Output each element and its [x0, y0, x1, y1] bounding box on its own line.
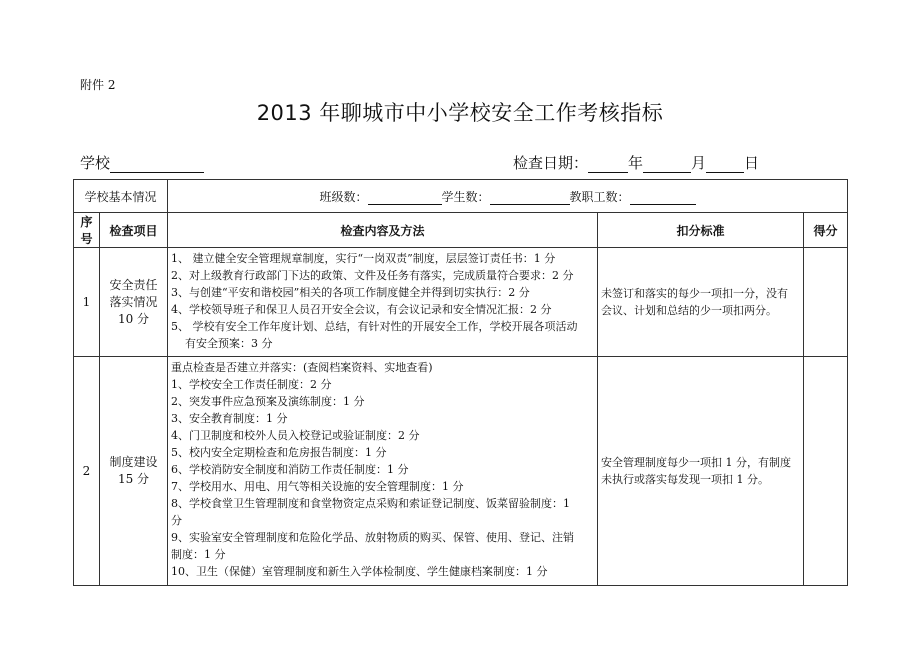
- content-line: 有安全预案：3 分: [171, 337, 273, 350]
- content-line: 重点检查是否建立并落实：(查阅档案资料、实地查看): [171, 361, 433, 374]
- item-line: 安全责任: [109, 277, 158, 292]
- col-header-criteria: 扣分标准: [598, 213, 804, 248]
- staff-blank[interactable]: [630, 192, 696, 205]
- assessment-table: [73, 179, 848, 586]
- row-content: [168, 248, 598, 357]
- month-blank[interactable]: [643, 158, 691, 173]
- content-line: 8、学校食堂卫生管理制度和食堂物资定点采购和索证登记制度、饭菜留验制度：1: [171, 497, 571, 510]
- date-label: 检查日期：: [513, 154, 589, 172]
- col-header-content: 检查内容及方法: [168, 213, 598, 248]
- classes-label: 班级数：: [319, 189, 368, 204]
- content-line: 分: [171, 514, 183, 527]
- page-title: 2013 年聊城市中小学校安全工作考核指标: [256, 101, 664, 125]
- content-line: 2、对上级教育行政部门下达的政策、文件及任务有落实，完成质量符合要求：2 分: [171, 269, 574, 282]
- content-line: 4、学校领导班子和保卫人员召开安全会议，有会议记录和安全情况汇报：2 分: [171, 303, 552, 316]
- basic-info-fields: [168, 180, 848, 213]
- content-line: 5、校内安全定期检查和危房报告制度：1 分: [171, 446, 387, 459]
- row-criteria: [598, 357, 804, 586]
- staff-label: 教职工数：: [569, 189, 630, 204]
- content-line: 10、卫生（保健）室管理制度和新生入学体检制度、学生健康档案制度：1 分: [171, 565, 548, 578]
- item-line: 制度建设: [109, 455, 158, 469]
- row-item: [100, 248, 168, 357]
- students-blank[interactable]: [490, 192, 570, 205]
- criteria-line: 安全管理制度每少一项扣 1 分，有制度: [601, 456, 792, 469]
- table-row: [74, 357, 848, 586]
- year-label: 年: [628, 154, 644, 172]
- content-line: 4、门卫制度和校外人员入校登记或验证制度：2 分: [171, 429, 420, 442]
- row-score[interactable]: [804, 248, 848, 357]
- content-line: 5、 学校有安全工作年度计划、总结，有针对性的开展安全工作，学校开展各项活动: [171, 320, 578, 333]
- school-line: [80, 152, 204, 173]
- row-seq: 2: [74, 357, 100, 586]
- row-item: [100, 357, 168, 586]
- table-header-row: [74, 213, 848, 248]
- criteria-line: 未执行或落实每发现一项扣 1 分。: [601, 473, 770, 486]
- item-line: 15 分: [117, 472, 150, 486]
- date-line: [513, 152, 759, 173]
- col-header-item: 检查项目: [100, 213, 168, 248]
- school-label: 学校: [80, 154, 111, 172]
- col-header-score: 得分: [804, 213, 848, 248]
- content-line: 制度：1 分: [171, 548, 226, 561]
- content-line: 3、与创建“平安和谐校园”相关的各项工作制度健全并得到切实执行：2 分: [171, 286, 530, 299]
- criteria-line: 会议、计划和总结的少一项扣两分。: [601, 304, 778, 317]
- day-label: 日: [744, 154, 760, 172]
- row-score[interactable]: [804, 357, 848, 586]
- row-seq: 1: [74, 248, 100, 357]
- row-content: [168, 357, 598, 586]
- content-line: 2、突发事件应急预案及演练制度：1 分: [171, 395, 365, 408]
- day-blank[interactable]: [706, 158, 744, 173]
- table-row: [74, 248, 848, 357]
- item-line: 落实情况: [109, 294, 158, 309]
- basic-info-label: 学校基本情况: [74, 180, 168, 213]
- row-criteria: [598, 248, 804, 357]
- content-line: 3、安全教育制度：1 分: [171, 412, 288, 425]
- content-line: 1、学校安全工作责任制度：2 分: [171, 378, 332, 391]
- attachment-label: 附件 2: [80, 78, 116, 92]
- students-label: 学生数：: [441, 189, 490, 204]
- classes-blank[interactable]: [368, 192, 442, 205]
- content-line: 1、 建立健全安全管理规章制度，实行“一岗双责”制度，层层签订责任书：1 分: [171, 252, 556, 265]
- col-header-seq: 序号: [74, 213, 100, 248]
- basic-info-row: [74, 180, 848, 213]
- content-line: 9、实验室安全管理制度和危险化学品、放射物质的购买、保管、使用、登记、注销: [171, 531, 575, 544]
- content-line: 7、学校用水、用电、用气等相关设施的安全管理制度：1 分: [171, 480, 464, 493]
- school-blank[interactable]: [110, 158, 204, 173]
- item-line: 10 分: [117, 311, 150, 326]
- year-blank[interactable]: [588, 158, 628, 173]
- criteria-line: 未签订和落实的每少一项扣一分，没有: [601, 287, 789, 300]
- content-line: 6、学校消防安全制度和消防工作责任制度：1 分: [171, 463, 409, 476]
- month-label: 月: [691, 154, 707, 172]
